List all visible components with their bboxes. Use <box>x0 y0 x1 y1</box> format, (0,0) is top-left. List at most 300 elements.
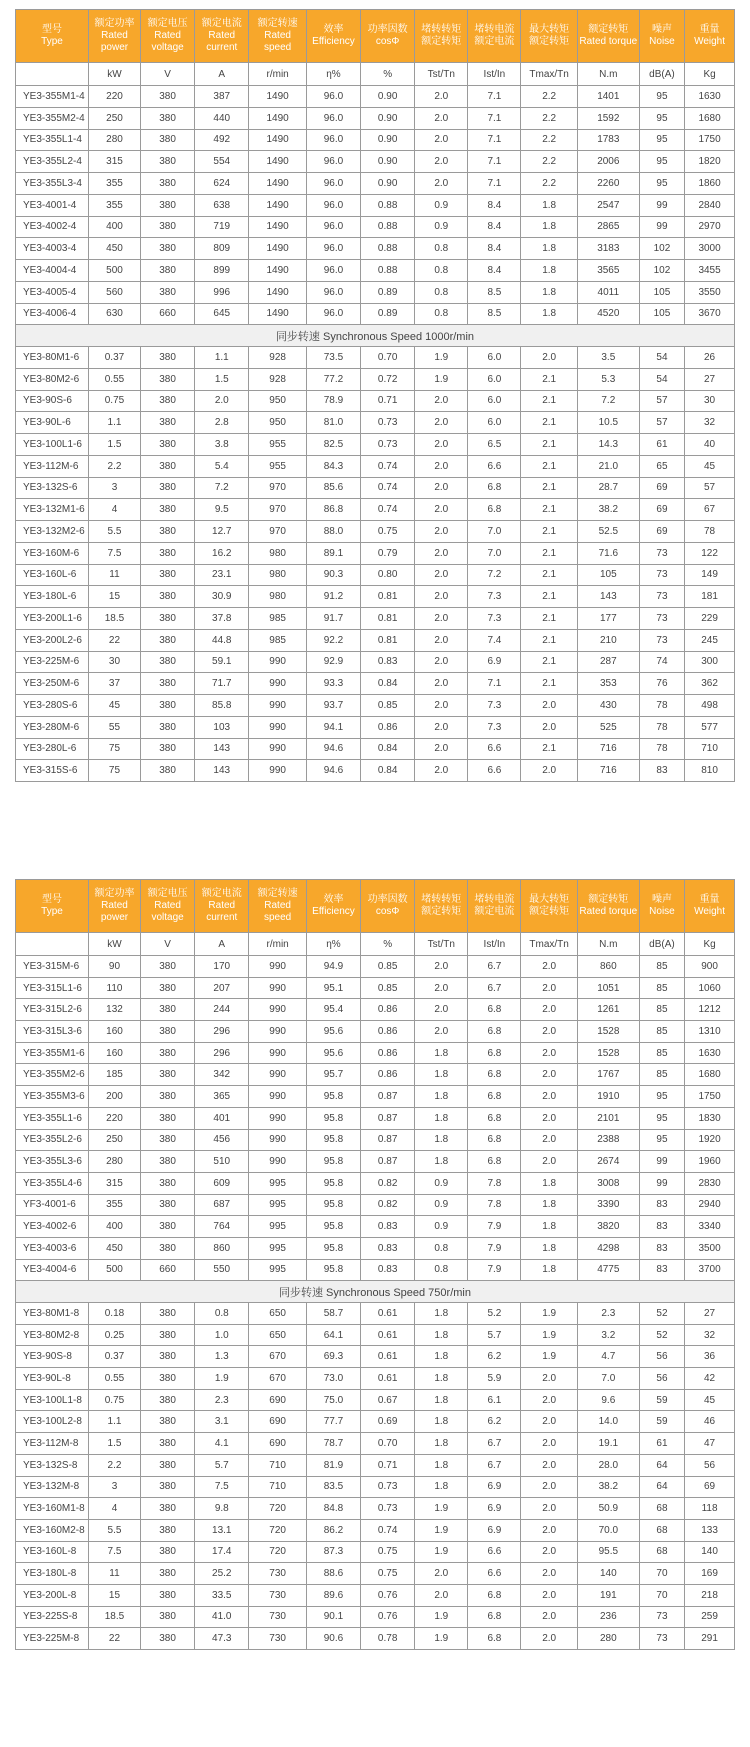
value-cell: 143 <box>195 738 249 760</box>
column-header-cn: 额定转矩 <box>588 894 629 905</box>
value-cell: 730 <box>249 1563 307 1585</box>
value-cell: 73 <box>639 542 684 564</box>
value-cell: 7.8 <box>468 1194 521 1216</box>
column-unit: Kg <box>685 933 735 956</box>
value-cell: 7.3 <box>468 608 521 630</box>
value-cell: 2.3 <box>195 1389 249 1411</box>
value-cell: 143 <box>577 586 639 608</box>
value-cell: 0.75 <box>89 1389 141 1411</box>
value-cell: 218 <box>685 1584 735 1606</box>
column-header-en: 额定转矩 <box>529 906 570 917</box>
model-cell: YE3-90L-6 <box>16 412 89 434</box>
value-cell: 99 <box>639 1151 684 1173</box>
column-header-en: Rated torque <box>579 906 638 917</box>
value-cell: 492 <box>195 129 249 151</box>
value-cell: 95 <box>639 86 684 108</box>
value-cell: 23.1 <box>195 564 249 586</box>
value-cell: 2.0 <box>521 1086 577 1108</box>
value-cell: 440 <box>195 107 249 129</box>
value-cell: 0.9 <box>415 1194 468 1216</box>
table-row <box>16 651 735 673</box>
value-cell: 59 <box>639 1389 684 1411</box>
value-cell: 2.0 <box>521 695 577 717</box>
model-cell: YE3-132S-8 <box>16 1454 89 1476</box>
column-header-cn: 功率因数 <box>367 24 408 35</box>
value-cell: 0.86 <box>361 1042 415 1064</box>
column-unit: Tmax/Tn <box>521 63 577 86</box>
value-cell: 2.0 <box>521 347 577 369</box>
model-cell: YE3-225M-8 <box>16 1628 89 1650</box>
value-cell: 95 <box>639 129 684 151</box>
value-cell: 57 <box>639 390 684 412</box>
value-cell: 7.3 <box>468 716 521 738</box>
value-cell: 928 <box>249 347 307 369</box>
value-cell: 6.8 <box>468 1107 521 1129</box>
table-row <box>16 1151 735 1173</box>
value-cell: 1910 <box>577 1086 639 1108</box>
table-row <box>16 368 735 390</box>
value-cell: 380 <box>140 1172 194 1194</box>
value-cell: 0.89 <box>361 303 415 325</box>
value-cell: 1.1 <box>89 412 141 434</box>
value-cell: 0.71 <box>361 390 415 412</box>
value-cell: 1.0 <box>195 1324 249 1346</box>
value-cell: 2.0 <box>521 1129 577 1151</box>
value-cell: 0.86 <box>361 999 415 1021</box>
table-row <box>16 629 735 651</box>
value-cell: 1.8 <box>521 1216 577 1238</box>
value-cell: 89.6 <box>306 1584 360 1606</box>
column-header <box>685 10 735 63</box>
value-cell: 73 <box>639 1628 684 1650</box>
value-cell: 2.0 <box>521 1021 577 1043</box>
value-cell: 353 <box>577 673 639 695</box>
value-cell: 0.79 <box>361 542 415 564</box>
value-cell: 719 <box>195 216 249 238</box>
value-cell: 0.8 <box>415 238 468 260</box>
column-unit: η% <box>306 63 360 86</box>
value-cell: 990 <box>249 956 307 978</box>
value-cell: 36 <box>685 1346 735 1368</box>
model-cell: YE3-355L4-6 <box>16 1172 89 1194</box>
value-cell: 2.0 <box>415 542 468 564</box>
value-cell: 2.0 <box>415 586 468 608</box>
value-cell: 85 <box>639 956 684 978</box>
value-cell: 8.4 <box>468 194 521 216</box>
value-cell: 94.6 <box>306 760 360 782</box>
value-cell: 160 <box>89 1021 141 1043</box>
column-unit: V <box>140 63 194 86</box>
value-cell: 980 <box>249 586 307 608</box>
value-cell: 2.0 <box>521 1064 577 1086</box>
column-header <box>140 10 194 63</box>
value-cell: 650 <box>249 1324 307 1346</box>
value-cell: 1490 <box>249 281 307 303</box>
table-row <box>16 999 735 1021</box>
column-header-cn: 堵转转矩 <box>421 24 462 35</box>
column-unit: N.m <box>577 933 639 956</box>
value-cell: 0.55 <box>89 1368 141 1390</box>
value-cell: 710 <box>249 1454 307 1476</box>
value-cell: 3565 <box>577 260 639 282</box>
value-cell: 9.6 <box>577 1389 639 1411</box>
value-cell: 1.8 <box>415 1454 468 1476</box>
value-cell: 1.8 <box>521 1259 577 1281</box>
value-cell: 99 <box>639 216 684 238</box>
column-header-en: cosΦ <box>375 36 400 47</box>
model-cell: YE3-90S-6 <box>16 390 89 412</box>
value-cell: 6.9 <box>468 1476 521 1498</box>
value-cell: 1.9 <box>415 1628 468 1650</box>
value-cell: 380 <box>140 695 194 717</box>
value-cell: 990 <box>249 1086 307 1108</box>
value-cell: 4.1 <box>195 1433 249 1455</box>
value-cell: 380 <box>140 760 194 782</box>
value-cell: 990 <box>249 1129 307 1151</box>
value-cell: 280 <box>89 129 141 151</box>
value-cell: 21.0 <box>577 455 639 477</box>
value-cell: 110 <box>89 977 141 999</box>
value-cell: 990 <box>249 999 307 1021</box>
value-cell: 1212 <box>685 999 735 1021</box>
model-cell: YE3-200L-8 <box>16 1584 89 1606</box>
value-cell: 1490 <box>249 260 307 282</box>
value-cell: 730 <box>249 1628 307 1650</box>
value-cell: 1.9 <box>415 368 468 390</box>
value-cell: 380 <box>140 173 194 195</box>
table-body <box>16 956 735 1650</box>
value-cell: 720 <box>249 1519 307 1541</box>
value-cell: 0.8 <box>415 281 468 303</box>
value-cell: 73 <box>639 1606 684 1628</box>
table-row <box>16 521 735 543</box>
value-cell: 143 <box>195 760 249 782</box>
column-header-cn: 堵转电流 <box>474 894 515 905</box>
value-cell: 6.6 <box>468 455 521 477</box>
value-cell: 380 <box>140 629 194 651</box>
column-header <box>195 880 249 933</box>
value-cell: 73 <box>639 629 684 651</box>
value-cell: 95 <box>639 1107 684 1129</box>
value-cell: 380 <box>140 1541 194 1563</box>
value-cell: 2.1 <box>521 586 577 608</box>
column-header-en: Rated speed <box>263 900 292 923</box>
value-cell: 0.86 <box>361 1064 415 1086</box>
model-cell: YE3-132S-6 <box>16 477 89 499</box>
model-cell: YE3-200L1-6 <box>16 608 89 630</box>
value-cell: 0.78 <box>361 1628 415 1650</box>
value-cell: 2.0 <box>415 521 468 543</box>
value-cell: 54 <box>639 347 684 369</box>
value-cell: 0.9 <box>415 194 468 216</box>
table-row <box>16 738 735 760</box>
value-cell: 995 <box>249 1216 307 1238</box>
value-cell: 22 <box>89 1628 141 1650</box>
model-cell: YE3-100L1-6 <box>16 434 89 456</box>
column-header <box>195 10 249 63</box>
value-cell: 380 <box>140 542 194 564</box>
value-cell: 0.61 <box>361 1324 415 1346</box>
value-cell: 2.1 <box>521 738 577 760</box>
value-cell: 94.1 <box>306 716 360 738</box>
value-cell: 95.8 <box>306 1194 360 1216</box>
value-cell: 0.61 <box>361 1303 415 1325</box>
value-cell: 10.5 <box>577 412 639 434</box>
value-cell: 7.3 <box>468 695 521 717</box>
value-cell: 0.37 <box>89 347 141 369</box>
value-cell: 6.0 <box>468 390 521 412</box>
value-cell: 95.8 <box>306 1237 360 1259</box>
header-row <box>16 10 735 63</box>
value-cell: 140 <box>577 1563 639 1585</box>
table-row <box>16 1324 735 1346</box>
column-header <box>577 880 639 933</box>
value-cell: 2.1 <box>521 542 577 564</box>
value-cell: 15 <box>89 586 141 608</box>
value-cell: 95.6 <box>306 1021 360 1043</box>
value-cell: 500 <box>89 260 141 282</box>
column-unit: Kg <box>685 63 735 86</box>
value-cell: 57 <box>685 477 735 499</box>
value-cell: 2.0 <box>521 999 577 1021</box>
value-cell: 37 <box>89 673 141 695</box>
value-cell: 95.8 <box>306 1086 360 1108</box>
value-cell: 0.88 <box>361 194 415 216</box>
value-cell: 7.2 <box>468 564 521 586</box>
value-cell: 207 <box>195 977 249 999</box>
value-cell: 1.9 <box>415 1519 468 1541</box>
model-cell: YE3-315L2-6 <box>16 999 89 1021</box>
value-cell: 0.90 <box>361 173 415 195</box>
value-cell: 380 <box>140 1237 194 1259</box>
value-cell: 96.0 <box>306 151 360 173</box>
model-cell: YE3-4003-4 <box>16 238 89 260</box>
value-cell: 2.0 <box>415 1584 468 1606</box>
value-cell: 380 <box>140 1628 194 1650</box>
column-header-en: Rated current <box>206 900 238 923</box>
value-cell: 860 <box>195 1237 249 1259</box>
value-cell: 70.0 <box>577 1519 639 1541</box>
value-cell: 86.8 <box>306 499 360 521</box>
value-cell: 2865 <box>577 216 639 238</box>
value-cell: 6.8 <box>468 999 521 1021</box>
value-cell: 7.1 <box>468 86 521 108</box>
value-cell: 96.0 <box>306 194 360 216</box>
value-cell: 8.5 <box>468 281 521 303</box>
value-cell: 730 <box>249 1584 307 1606</box>
value-cell: 28.7 <box>577 477 639 499</box>
value-cell: 0.84 <box>361 738 415 760</box>
value-cell: 1.8 <box>521 303 577 325</box>
value-cell: 2.0 <box>521 1541 577 1563</box>
value-cell: 2.0 <box>521 1584 577 1606</box>
value-cell: 2.0 <box>195 390 249 412</box>
value-cell: 1630 <box>685 86 735 108</box>
value-cell: 1490 <box>249 238 307 260</box>
model-cell: YE3-355M3-6 <box>16 1086 89 1108</box>
value-cell: 0.84 <box>361 760 415 782</box>
model-cell: YE3-180L-6 <box>16 586 89 608</box>
value-cell: 2.0 <box>521 1433 577 1455</box>
value-cell: 955 <box>249 434 307 456</box>
value-cell: 64.1 <box>306 1324 360 1346</box>
value-cell: 7.3 <box>468 586 521 608</box>
column-header <box>89 10 141 63</box>
value-cell: 69 <box>639 477 684 499</box>
column-header-cn: 额定电流 <box>201 18 242 29</box>
value-cell: 4011 <box>577 281 639 303</box>
model-cell: YE3-4004-4 <box>16 260 89 282</box>
value-cell: 81.9 <box>306 1454 360 1476</box>
value-cell: 380 <box>140 194 194 216</box>
value-cell: 71.7 <box>195 673 249 695</box>
value-cell: 1750 <box>685 1086 735 1108</box>
value-cell: 990 <box>249 1021 307 1043</box>
value-cell: 81.0 <box>306 412 360 434</box>
value-cell: 2.0 <box>521 1411 577 1433</box>
value-cell: 19.1 <box>577 1433 639 1455</box>
value-cell: 91.7 <box>306 608 360 630</box>
value-cell: 0.81 <box>361 608 415 630</box>
column-header-en: 额定电流 <box>474 906 515 917</box>
value-cell: 0.87 <box>361 1107 415 1129</box>
value-cell: 0.67 <box>361 1389 415 1411</box>
column-header-cn: 额定电压 <box>147 888 188 899</box>
value-cell: 380 <box>140 1368 194 1390</box>
table-row <box>16 1541 735 1563</box>
value-cell: 0.8 <box>415 1237 468 1259</box>
model-cell: YE3-80M2-8 <box>16 1324 89 1346</box>
value-cell: 89.1 <box>306 542 360 564</box>
value-cell: 0.73 <box>361 434 415 456</box>
table-row <box>16 434 735 456</box>
value-cell: 660 <box>140 303 194 325</box>
model-cell: YE3-4002-6 <box>16 1216 89 1238</box>
value-cell: 380 <box>140 368 194 390</box>
value-cell: 456 <box>195 1129 249 1151</box>
model-cell: YE3-315S-6 <box>16 760 89 782</box>
value-cell: 45 <box>685 455 735 477</box>
value-cell: 75.0 <box>306 1389 360 1411</box>
value-cell: 380 <box>140 1194 194 1216</box>
value-cell: 61 <box>639 434 684 456</box>
value-cell: 2388 <box>577 1129 639 1151</box>
column-header-cn: 功率因数 <box>367 894 408 905</box>
table-row <box>16 1042 735 1064</box>
value-cell: 78 <box>685 521 735 543</box>
value-cell: 1490 <box>249 303 307 325</box>
value-cell: 380 <box>140 390 194 412</box>
value-cell: 0.8 <box>195 1303 249 1325</box>
value-cell: 2.1 <box>521 521 577 543</box>
value-cell: 169 <box>685 1563 735 1585</box>
column-header-en: 额定转矩 <box>421 906 462 917</box>
value-cell: 68 <box>639 1519 684 1541</box>
value-cell: 95.5 <box>577 1541 639 1563</box>
value-cell: 380 <box>140 216 194 238</box>
model-cell: YE3-160L-6 <box>16 564 89 586</box>
value-cell: 0.83 <box>361 1237 415 1259</box>
table-row <box>16 1303 735 1325</box>
value-cell: 955 <box>249 455 307 477</box>
value-cell: 85 <box>639 1064 684 1086</box>
column-header-cn: 噪声 <box>651 894 672 905</box>
value-cell: 96.0 <box>306 86 360 108</box>
value-cell: 355 <box>89 1194 141 1216</box>
value-cell: 380 <box>140 1606 194 1628</box>
value-cell: 26 <box>685 347 735 369</box>
value-cell: 2.1 <box>521 434 577 456</box>
value-cell: 2.1 <box>521 412 577 434</box>
value-cell: 84.3 <box>306 455 360 477</box>
value-cell: 0.75 <box>361 1541 415 1563</box>
value-cell: 50.9 <box>577 1498 639 1520</box>
value-cell: 1.8 <box>415 1368 468 1390</box>
value-cell: 133 <box>685 1519 735 1541</box>
value-cell: 990 <box>249 760 307 782</box>
value-cell: 15 <box>89 1584 141 1606</box>
value-cell: 2.0 <box>415 86 468 108</box>
value-cell: 660 <box>140 1259 194 1281</box>
value-cell: 0.70 <box>361 1433 415 1455</box>
value-cell: 6.8 <box>468 1628 521 1650</box>
value-cell: 3 <box>89 1476 141 1498</box>
value-cell: 86.2 <box>306 1519 360 1541</box>
value-cell: 22 <box>89 629 141 651</box>
value-cell: 2.0 <box>415 999 468 1021</box>
column-header-cn: 重量 <box>699 24 720 35</box>
value-cell: 1.8 <box>415 1042 468 1064</box>
value-cell: 3000 <box>685 238 735 260</box>
value-cell: 38.2 <box>577 499 639 521</box>
value-cell: 16.2 <box>195 542 249 564</box>
value-cell: 11 <box>89 1563 141 1585</box>
value-cell: 2.1 <box>521 651 577 673</box>
column-unit <box>16 933 89 956</box>
value-cell: 52.5 <box>577 521 639 543</box>
column-header-cn: 型号 <box>42 24 62 35</box>
value-cell: 2.2 <box>521 151 577 173</box>
value-cell: 380 <box>140 1324 194 1346</box>
value-cell: 3.2 <box>577 1324 639 1346</box>
value-cell: 68 <box>639 1498 684 1520</box>
value-cell: 0.80 <box>361 564 415 586</box>
column-header-cn: 额定电压 <box>147 18 188 29</box>
value-cell: 1920 <box>685 1129 735 1151</box>
table-row <box>16 1606 735 1628</box>
value-cell: 7.1 <box>468 151 521 173</box>
value-cell: 5.7 <box>468 1324 521 1346</box>
value-cell: 995 <box>249 1259 307 1281</box>
value-cell: 1750 <box>685 129 735 151</box>
table-row <box>16 1107 735 1129</box>
column-header-cn: 效率 <box>323 894 344 905</box>
value-cell: 32 <box>685 1324 735 1346</box>
value-cell: 0.88 <box>361 260 415 282</box>
model-cell: YE3-250M-6 <box>16 673 89 695</box>
value-cell: 56 <box>639 1346 684 1368</box>
value-cell: 69 <box>639 499 684 521</box>
value-cell: 0.84 <box>361 673 415 695</box>
column-unit: V <box>140 933 194 956</box>
value-cell: 95.8 <box>306 1216 360 1238</box>
value-cell: 2.0 <box>415 629 468 651</box>
value-cell: 380 <box>140 738 194 760</box>
value-cell: 3 <box>89 477 141 499</box>
value-cell: 170 <box>195 956 249 978</box>
value-cell: 0.75 <box>89 390 141 412</box>
value-cell: 30.9 <box>195 586 249 608</box>
